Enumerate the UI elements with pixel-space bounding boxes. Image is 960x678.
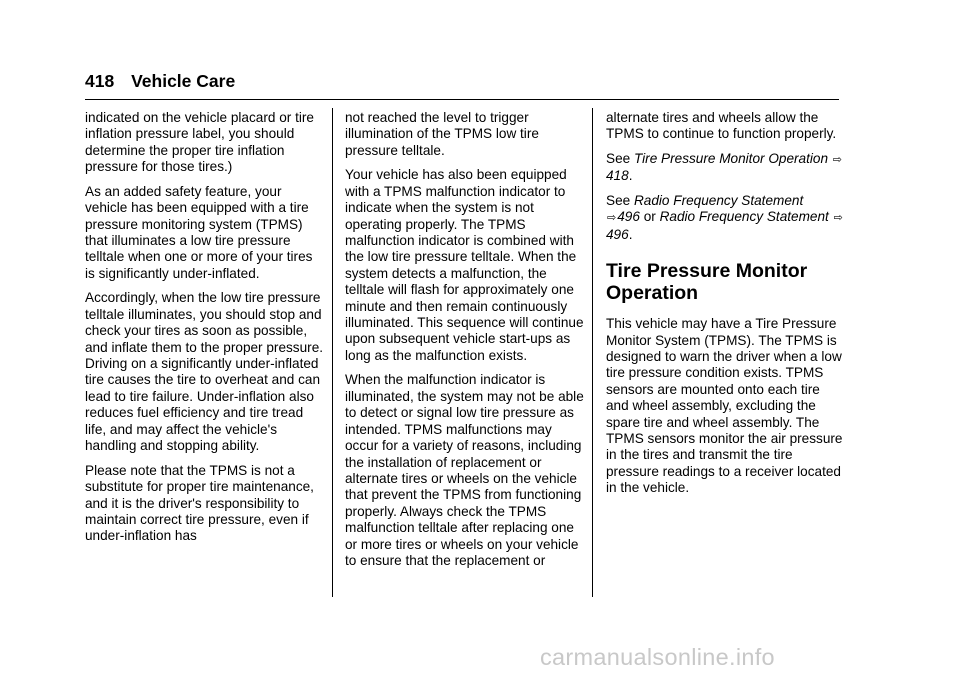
see-label: See — [606, 151, 631, 166]
page-header — [85, 71, 235, 92]
page-ref[interactable]: 496 — [606, 226, 629, 242]
page-ref[interactable]: 418 — [606, 168, 629, 184]
column-divider — [592, 108, 593, 597]
section-title: Vehicle Care — [131, 71, 236, 91]
paragraph: alternate tires and wheels allow the TPMS to continue to function properly. — [606, 110, 837, 142]
paragraph: When the malfunction indicator is illuminated, the system may not be able to detect or signal low tire pressure as intended. TPMS malfunctions may occur for a variety of reasons, including the installation of replacement or alternate tires or wheels on the vehicle that prevent the TPMS from functioning properly. Always check the TPMS malfunction telltale after replacing one or more tires or wheels on your vehicle to ensure that the replacement or — [345, 372, 584, 568]
watermark-text: carmanualsonline.info — [540, 644, 775, 670]
column-2 — [345, 110, 585, 578]
paragraph: indicated on the vehicle placard or tire inflation pressure label, you should determine the proper tire inflation pressure for those tires.) — [85, 110, 314, 175]
see-label: See — [606, 193, 631, 208]
page-ref[interactable]: 496 — [617, 209, 640, 225]
link-tire-pressure-monitor-operation[interactable]: Tire Pressure Monitor Operation — [633, 151, 829, 166]
page-ref-arrow-icon: ⇨ — [607, 212, 617, 225]
link-radio-frequency-statement[interactable]: Radio Frequency Statement — [659, 209, 829, 225]
or-label: or — [643, 209, 656, 225]
page-number: 418 — [85, 71, 115, 91]
page-ref-arrow-icon: ⇨ — [832, 154, 843, 166]
paragraph: Please note that the TPMS is not a substitute for proper tire maintenance, and it is the driver's responsibility to maintain correct tire pressure, even if under-inflation has — [85, 462, 314, 544]
section-heading: Tire Pressure Monitor Operation — [606, 260, 808, 305]
link-radio-frequency-statement[interactable]: Radio Frequency Statement — [633, 193, 804, 208]
page-ref-arrow-icon: ⇨ — [833, 212, 843, 225]
paragraph: Your vehicle has also been equipped with a TPMS malfunction indicator to indicate when the system is not operating properly. The TPMS malfunction indicator is combined with the low tire pressure telltale. When the system detects a malfunction, the telltale will flash for approximately one minute and then remain continuously illuminated. This sequence will continue upon subsequent vehicle start-ups as long as the malfunction exists. — [345, 167, 584, 363]
cross-reference: See Radio Frequency Statement ⇨496 or Radio Frequency Statement ⇨496. — [606, 193, 843, 242]
column-3 — [606, 110, 846, 505]
paragraph: Accordingly, when the low tire pressure telltale illuminates, you should stop and check your tires as soon as possible, and inflate them to the proper pressure. Driving on a significantly under-inflated tire causes the tire to overheat and can lead to tire failure. Under-inflation also reduces fuel efficiency and tire tread life, and may affect the vehicle's handling and stopping ability. — [85, 290, 324, 454]
paragraph: As an added safety feature, your vehicle has been equipped with a tire pressure monitoring system (TPMS) that illuminates a low tire pressure telltale when one or more of your tires is significantly under-inflated. — [85, 183, 313, 281]
paragraph: This vehicle may have a Tire Pressure Monitor System (TPMS). The TPMS is designed to warn the driver when a low tire pressure condition exists. TPMS sensors are mounted onto each tire and wheel assembly, excluding the spare tire and wheel assembly. The TPMS sensors monitor the air pressure in the tires and transmit the tire pressure readings to a receiver located in the vehicle. — [606, 316, 843, 496]
column-divider — [332, 108, 333, 597]
column-1 — [85, 110, 325, 553]
cross-reference: See Tire Pressure Monitor Operation ⇨418. — [606, 151, 843, 184]
header-rule — [85, 99, 839, 100]
paragraph: not reached the level to trigger illumination of the TPMS low tire pressure telltale. — [345, 110, 539, 158]
